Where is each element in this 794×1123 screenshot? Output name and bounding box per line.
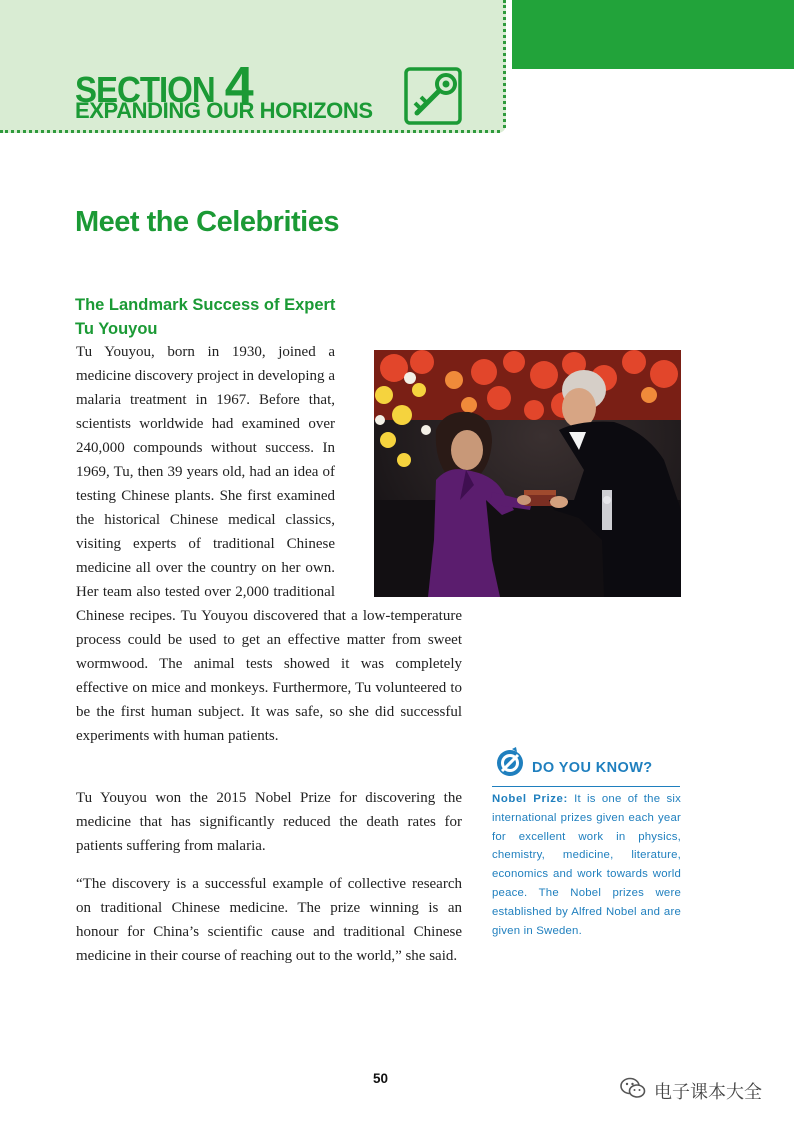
article-heading-line2: Tu Youyou: [75, 320, 158, 338]
do-you-know-description: It is one of the six international prizes given each year for excellent work in physics, chemistry, medicine, literature, economics and work towards world peace. The Nobel prizes were established by Alfred Nobel and are given in Sweden.: [492, 793, 681, 937]
watermark-text: 电子课本大全: [654, 1082, 762, 1103]
article-paragraph-1-text: Tu Youyou, born in 1930, joined a medicine discovery project in developing a malaria treatment in 1967. Before that, scientists worldwide had examined over 240,000 compounds without success. In 1969, Tu, then 39 years old, had an idea of testing Chinese plants. She first examined the historical Chinese medical classics, visiting experts of traditional Chinese medicine all over the country on her own. Her team also tested over 2,000 traditional Chinese recipes. Tu Youyou discovered that a low-temperature process could be used to get an effective matter from sweet wormwood. The animal tests showed it was completely effective on mice and monkeys. Furthermore, Tu volunteered to be the first human subject. It was safe, so she did successful experiments with human patients.: [76, 344, 462, 744]
article-heading-line1: The Landmark Success of Expert: [75, 296, 336, 314]
key-icon: [404, 67, 462, 125]
section-number: 4: [224, 57, 254, 115]
section-word: SECTION: [75, 69, 215, 110]
header-green-bar: [512, 0, 794, 69]
article-heading: [75, 293, 335, 341]
section-title: EXPANDING OUR HORIZONS: [75, 98, 373, 123]
wechat-icon: [620, 1076, 646, 1100]
header-dotted-border-right: [503, 0, 506, 128]
award-ceremony-photo: [374, 350, 681, 597]
header-dotted-border: [0, 130, 500, 133]
article-paragraph-3: “The discovery is a successful example of collective research on traditional Chinese medicine. The prize winning is an honour for China’s scientific cause and traditional Chinese medicine in their course of reaching out to the world,” she said.: [76, 876, 462, 964]
article-paragraph-2: Tu Youyou won the 2015 Nobel Prize for discovering the medicine that has significantly reduced the death rates for patients suffering from malaria.: [76, 790, 462, 854]
do-you-know-text: [492, 790, 681, 940]
do-you-know-icon: [494, 746, 526, 778]
do-you-know-divider: [492, 786, 680, 787]
do-you-know-title: DO YOU KNOW?: [532, 760, 653, 776]
page-title: Meet the Celebrities: [75, 206, 339, 238]
do-you-know-term: Nobel Prize:: [492, 793, 568, 805]
page-number: 50: [373, 1071, 389, 1086]
